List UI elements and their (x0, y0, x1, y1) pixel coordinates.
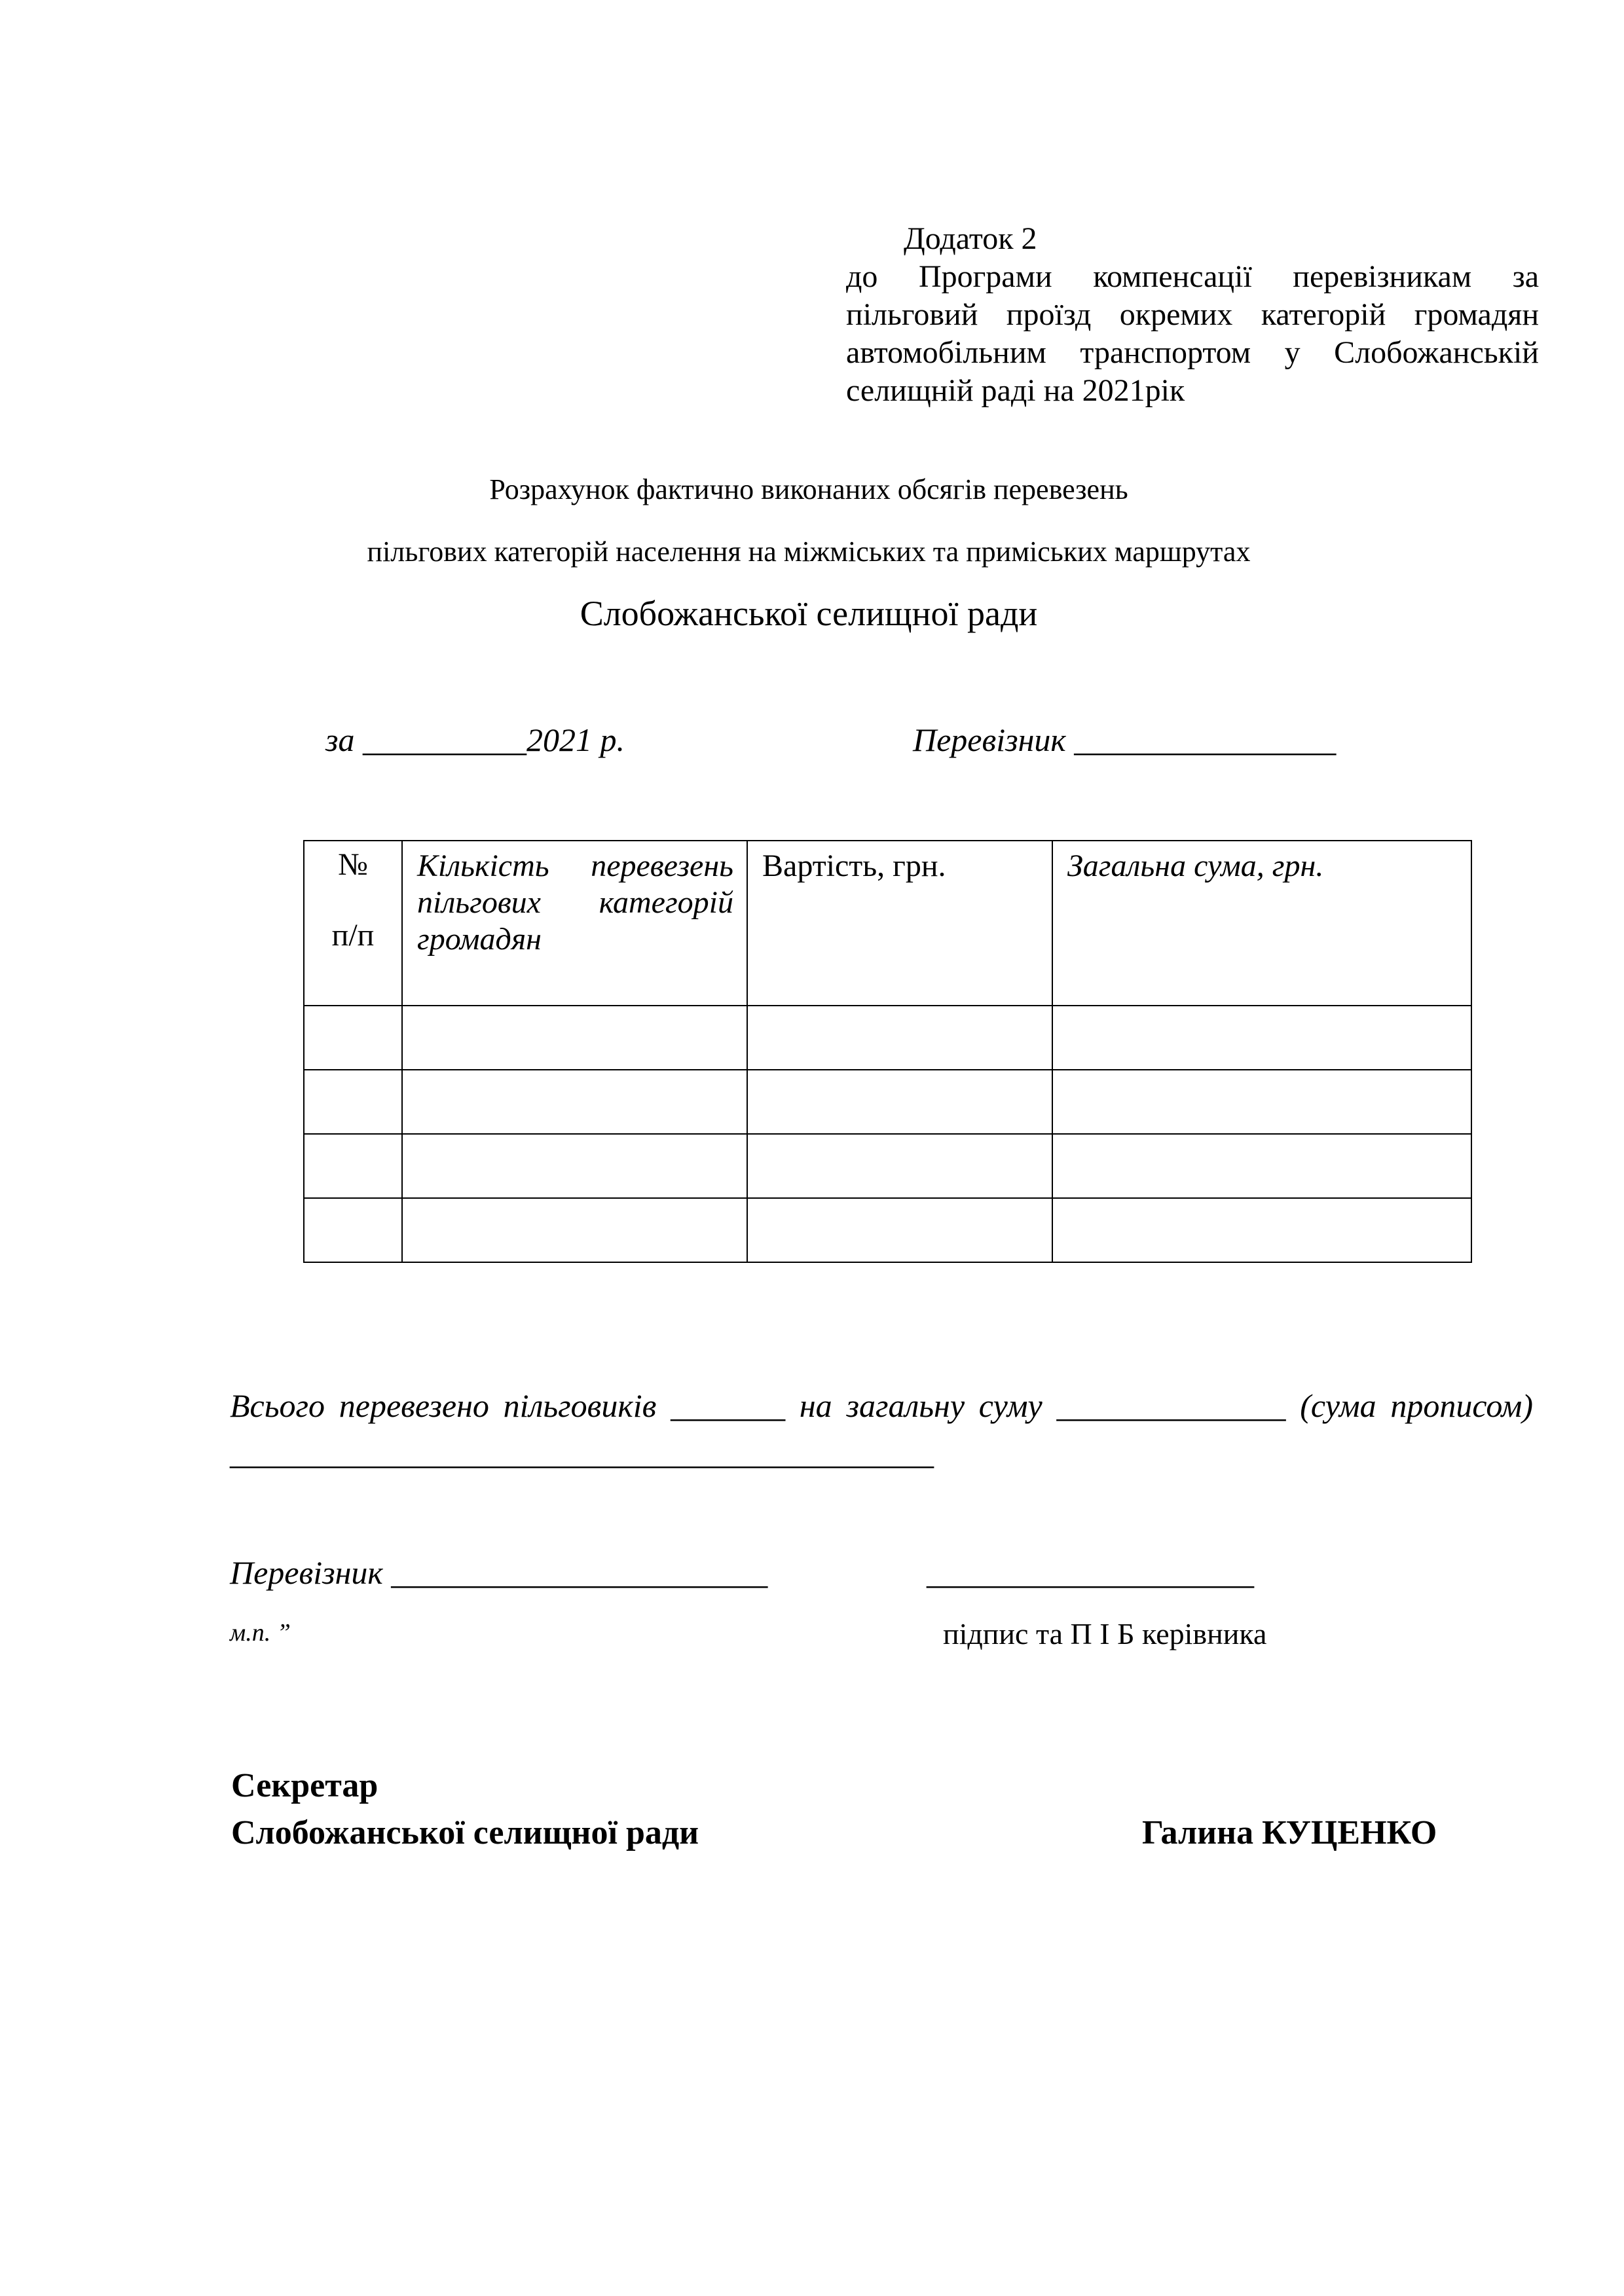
signature-line[interactable]: ____________________ (927, 1554, 1254, 1591)
table-cell[interactable] (402, 1006, 747, 1070)
heading-line-2: пільгових категорій населення на міжміських та приміських маршрутах (367, 536, 1251, 568)
table-cell[interactable] (1052, 1134, 1471, 1198)
table-cell[interactable] (304, 1006, 402, 1070)
annex-body: до Програми компенсації перевізникам за пільговий проїзд окремих категорій громадян автомобільним транспортом у Слобожанській селищній раді на 2021рік (846, 259, 1539, 408)
stamp-place: м.п. ” (230, 1619, 291, 1647)
period-field[interactable]: за __________2021 р. (325, 721, 625, 758)
secretary-name: Галина КУЦЕНКО (1142, 1814, 1437, 1851)
table-cell[interactable] (747, 1134, 1052, 1198)
table-cell[interactable] (747, 1198, 1052, 1262)
secretary-title (231, 1762, 699, 1857)
table-cell[interactable] (402, 1198, 747, 1262)
table-cell[interactable] (304, 1198, 402, 1262)
heading-line-3: Слобожанської селищної ради (580, 594, 1038, 633)
table-row (304, 1198, 1471, 1262)
table-header-row (304, 841, 1471, 1006)
table-cell[interactable] (304, 1070, 402, 1134)
table-cell[interactable] (1052, 1070, 1471, 1134)
table-cell[interactable] (402, 1134, 747, 1198)
header-number-symbol: № (338, 847, 368, 882)
secretary-title-line-1: Секретар (231, 1767, 378, 1804)
transport-table (303, 840, 1472, 1263)
table-cell[interactable] (402, 1070, 747, 1134)
table-row (304, 1006, 1471, 1070)
annex-title: Додаток 2 (904, 221, 1037, 256)
header-cost: Вартість, грн. (747, 841, 1052, 1006)
totals-paragraph[interactable]: Всього перевезено пільговиків _______ на загальну суму ______________ (сума прописом) ___________________________________________ (230, 1387, 1533, 1471)
table-cell[interactable] (747, 1070, 1052, 1134)
signature-caption: підпис та П І Б керівника (943, 1617, 1267, 1650)
header-count: Кількість перевезень пільгових категорій громадян (402, 841, 747, 1006)
table-cell[interactable] (1052, 1006, 1471, 1070)
table-cell[interactable] (747, 1006, 1052, 1070)
table-cell[interactable] (304, 1134, 402, 1198)
annex-block (846, 220, 1539, 410)
header-number-abbr: п/п (331, 918, 375, 953)
header-total: Загальна сума, грн. (1052, 841, 1471, 1006)
secretary-title-line-2: Слобожанської селищної ради (231, 1814, 699, 1851)
carrier-field[interactable]: Перевізник ________________ (913, 721, 1337, 758)
carrier-signature-label[interactable]: Перевізник _______________________ (230, 1554, 768, 1591)
header-number (304, 841, 402, 1006)
table-row (304, 1070, 1471, 1134)
table-row (304, 1134, 1471, 1198)
heading-line-1: Розрахунок фактично виконаних обсягів перевезень (489, 473, 1128, 505)
table-cell[interactable] (1052, 1198, 1471, 1262)
